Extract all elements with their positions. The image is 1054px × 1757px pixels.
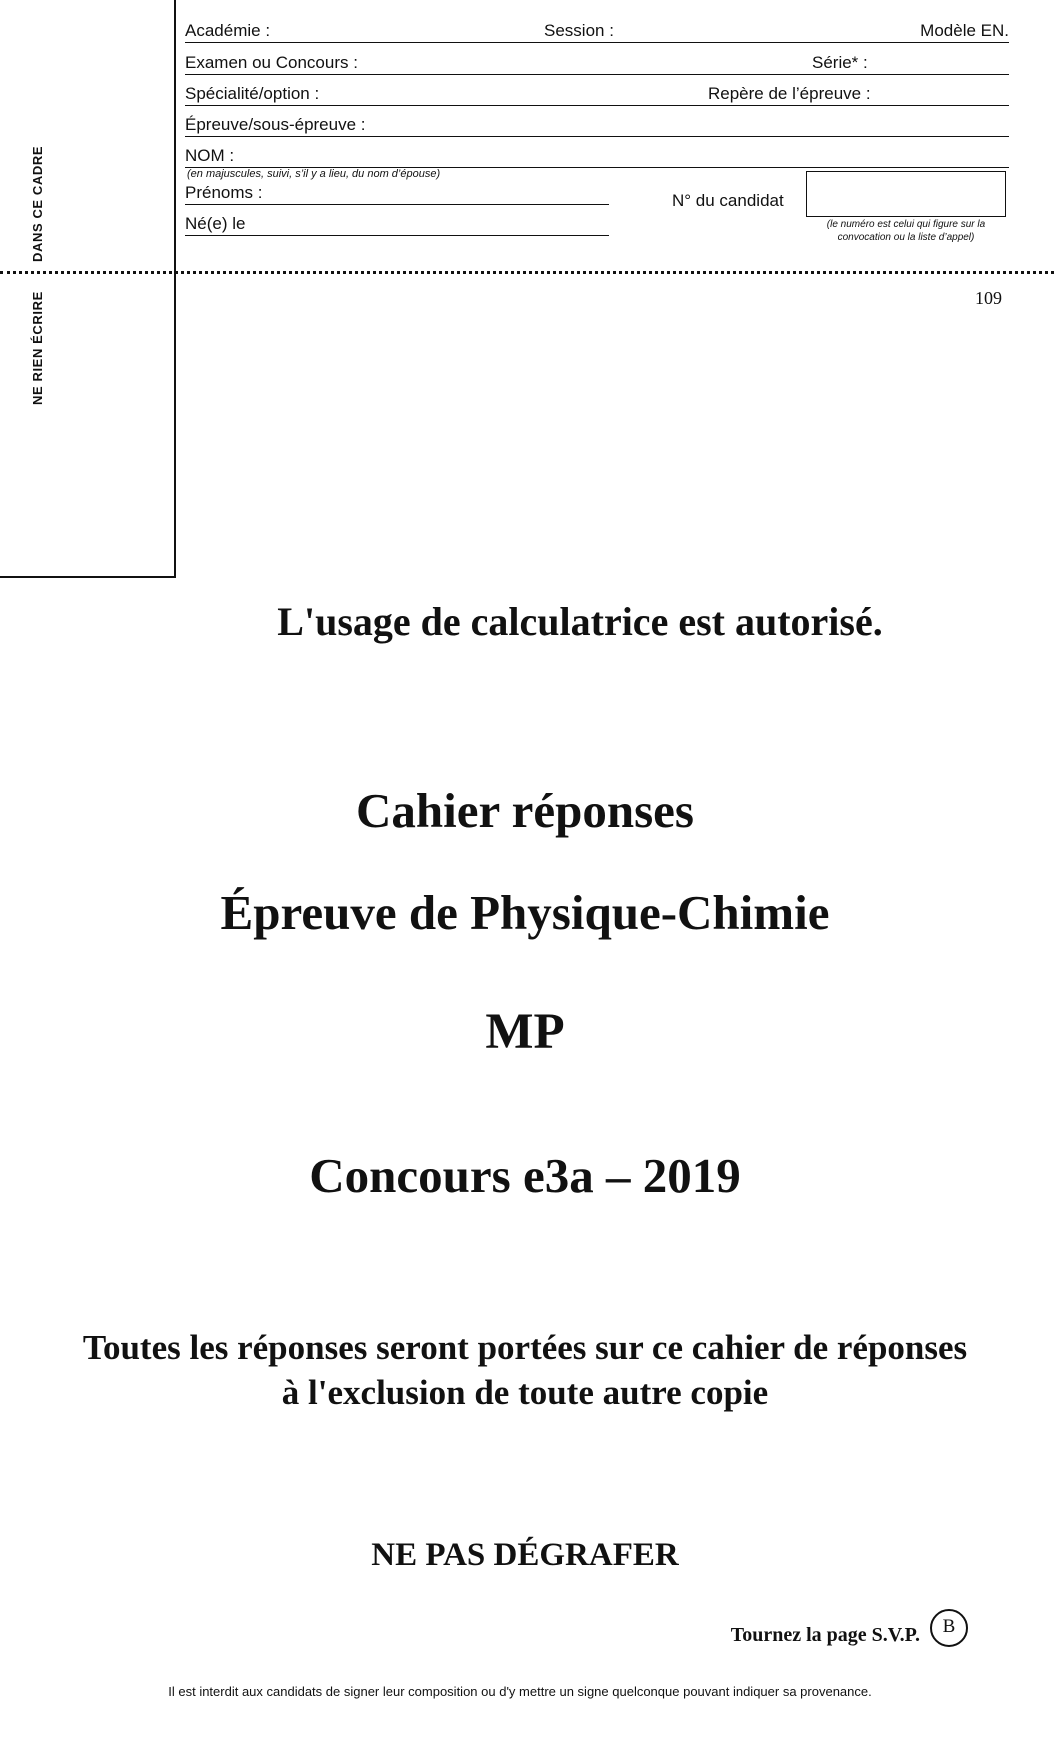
calculator-note: L'usage de calculatrice est autorisé. xyxy=(277,599,883,644)
header-row-academie[interactable] xyxy=(185,12,1009,43)
specialite-label: Spécialité/option : xyxy=(185,84,320,103)
page-number: 109 xyxy=(975,288,1002,308)
examen-label: Examen ou Concours : xyxy=(185,53,358,72)
serie-label: Série* : xyxy=(812,53,868,72)
prenoms-label: Prénoms : xyxy=(185,183,263,202)
academie-label: Académie : xyxy=(185,21,271,40)
session-label: Session : xyxy=(544,21,614,40)
nom-label: NOM : xyxy=(185,146,235,165)
title-concours: Concours e3a – 2019 xyxy=(309,1148,741,1203)
ne-le-label: Né(e) le xyxy=(185,214,246,233)
instructions-text: Toutes les réponses seront portées sur ce cahier de réponses à l'exclusion de toute autre copie xyxy=(82,1328,968,1412)
margin-frame-vertical-line xyxy=(174,0,176,578)
epreuve-label: Épreuve/sous-épreuve : xyxy=(185,115,366,134)
header-row-ne-le[interactable] xyxy=(185,205,609,236)
title-filiere: MP xyxy=(485,1004,565,1060)
nom-note: (en majuscules, suivi, s’il y a lieu, du nom d’épouse) xyxy=(187,168,441,180)
header-row-prenoms[interactable] xyxy=(185,174,609,205)
candidat-label: N° du candidat xyxy=(672,191,784,210)
candidat-number-field[interactable] xyxy=(806,171,1006,217)
header-row-epreuve[interactable] xyxy=(185,106,1009,137)
repere-label: Repère de l’épreuve : xyxy=(708,84,871,103)
footer-notice: Il est interdit aux candidats de signer leur composition ou d'y mettre un signe quelconque pouvant indiquer sa provenance. xyxy=(168,1684,872,1699)
candidat-note: (le numéro est celui qui figure sur la convocation ou la liste d’appel) xyxy=(826,219,986,243)
header-row-specialite[interactable] xyxy=(185,75,1009,106)
no-unstaple-notice: NE PAS DÉGRAFER xyxy=(371,1537,679,1573)
margin-text-dans-ce-cadre: DANS CE CADRE xyxy=(30,145,45,262)
margin-text-ne-rien-ecrire: NE RIEN ÉCRIRE xyxy=(30,291,45,405)
turn-page-note: Tournez la page S.V.P. xyxy=(730,1624,920,1646)
margin-frame-horizontal-line xyxy=(0,576,176,578)
title-cahier-reponses: Cahier réponses xyxy=(356,783,694,838)
title-epreuve: Épreuve de Physique-Chimie xyxy=(220,885,830,940)
modele-label: Modèle EN. xyxy=(920,21,1009,40)
header-row-examen[interactable] xyxy=(185,44,1009,75)
version-badge: B xyxy=(930,1609,968,1647)
header-row-nom[interactable] xyxy=(185,137,1009,168)
cut-dotted-line xyxy=(0,271,1054,274)
